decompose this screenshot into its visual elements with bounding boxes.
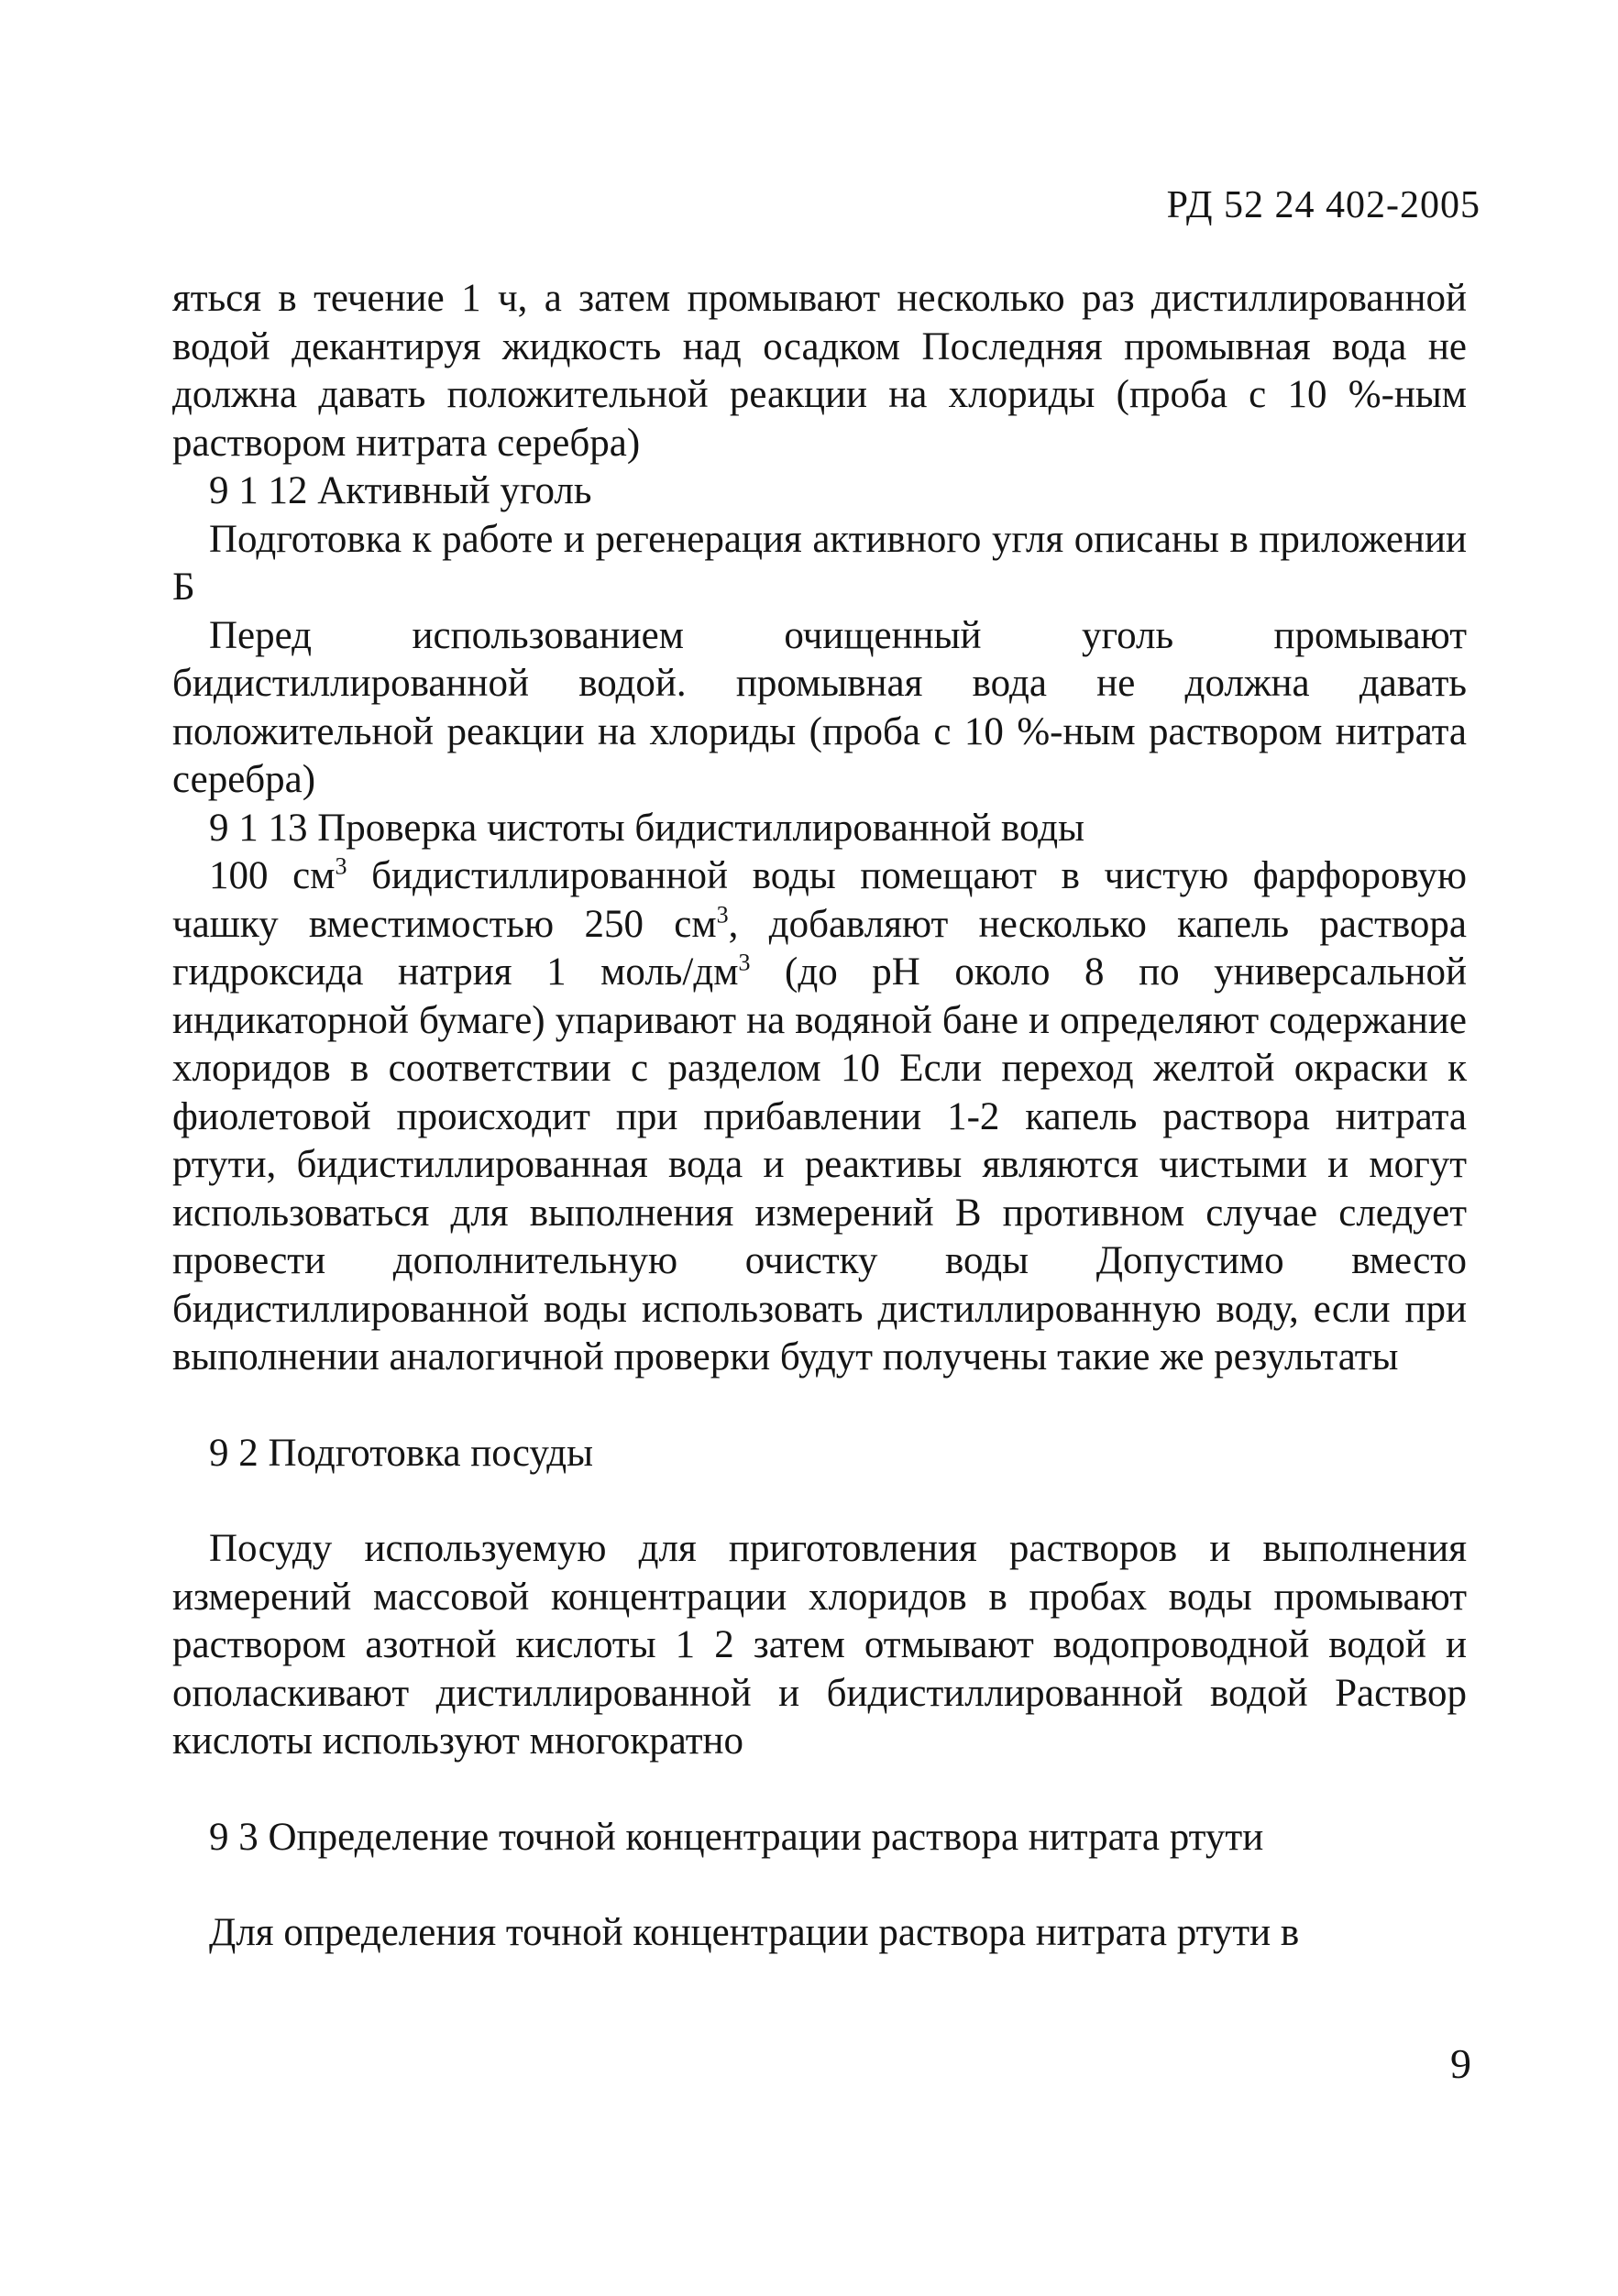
paragraph-charcoal-prep: Подготовка к работе и регенерация активного угля описаны в приложении Б bbox=[172, 517, 1467, 609]
paragraph-charcoal-rinse: Перед использованием очищенный уголь промывают бидистиллированной водой. промывная вода не должна давать положительной реакции на хлориды (проба с 10 %-ным раствором нитрата серебра) bbox=[172, 613, 1467, 801]
page-body bbox=[172, 275, 1467, 1958]
document-code: РД 52 24 402-2005 bbox=[1166, 184, 1480, 226]
superscript: 3 bbox=[716, 901, 729, 928]
section-heading-9-1-12: 9 1 12 Активный уголь bbox=[209, 469, 592, 512]
paragraph-concentration-start: Для определения точной концентрации раствора нитрата ртути в bbox=[209, 1911, 1300, 1954]
text-run: (до рН около 8 по универсальной индикаторной бумаге) упаривают на водяной бане и определяют содержание хлоридов в соответствии с разделом 10 Если переход желтой окраски к фиолетовой происходит при прибавлении 1-2 капель раствора нитрата ртути, бидистиллированная вода и реактивы являются чистыми и могут использоваться для выполнения измерений В противном случае следует провести дополнительную очистку воды Допустимо вместо бидистиллированной воды использовать дистиллированную воду, если при выполнении аналогичной проверки будут получены такие же результаты bbox=[172, 950, 1467, 1379]
section-heading-9-3: 9 3 Определение точной концентрации раствора нитрата ртути bbox=[209, 1815, 1264, 1859]
text-run: бидистиллированной воды помещают в чистую фарфоровую чашку вместимостью 250 см bbox=[172, 854, 1468, 946]
superscript: 3 bbox=[335, 852, 347, 880]
section-heading-9-2: 9 2 Подготовка посуды bbox=[209, 1431, 593, 1475]
paragraph-continued: яться в течение 1 ч, а затем промывают несколько раз дистиллированной водой декантируя жидкость над осадком Последняя промывная вода не должна давать положительной реакции на хлориды (проба с 10 %-ным раствором нитрата серебра) bbox=[172, 277, 1467, 465]
text-run: 100 см bbox=[209, 854, 336, 897]
paragraph-glassware: Посуду используемую для приготовления растворов и выполнения измерений массовой концентрации хлоридов в пробах воды промывают раствором азотной кислоты 1 2 затем отмывают водопроводной водой и ополаскивают дистиллированной и бидистиллированной водой Раствор кислоты используют многократно bbox=[172, 1527, 1467, 1763]
text-run: , добавляют несколько капель раствора гидроксида натрия 1 моль/дм bbox=[172, 902, 1467, 994]
superscript: 3 bbox=[738, 949, 751, 976]
section-heading-9-1-13: 9 1 13 Проверка чистоты бидистиллированной воды bbox=[209, 806, 1085, 850]
page-number: 9 bbox=[1450, 2040, 1471, 2087]
paragraph-water-purity-check bbox=[172, 852, 1467, 1382]
